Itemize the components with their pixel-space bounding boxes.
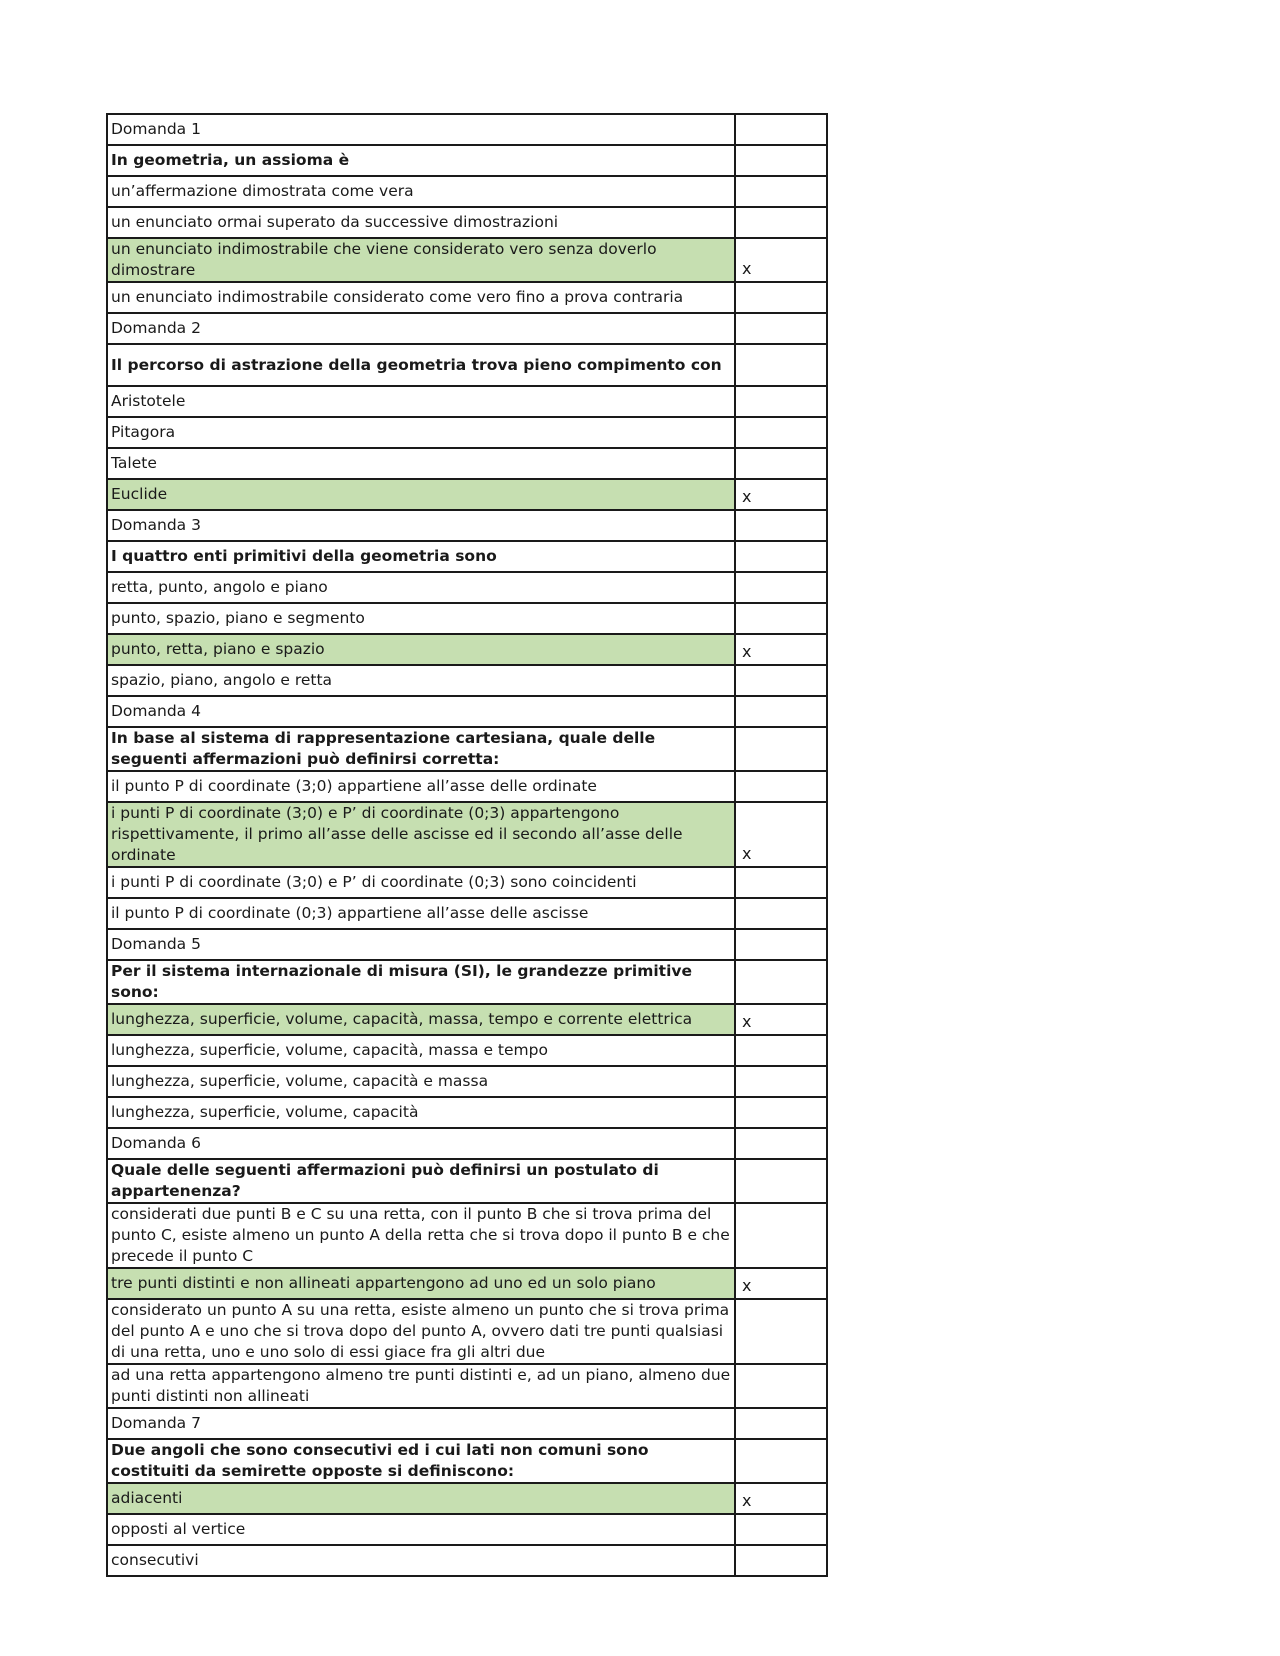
question-number: Domanda 1: [107, 114, 735, 145]
answer-mark-cell: [735, 603, 827, 634]
answer-text: un enunciato indimostrabile considerato come vero fino a prova contraria: [107, 282, 735, 313]
answer-mark-cell: x: [735, 634, 827, 665]
question-number-row: [107, 696, 827, 727]
answer-row: [107, 1545, 827, 1576]
question-number: Domanda 2: [107, 313, 735, 344]
correct-answer-row: [107, 1004, 827, 1035]
answer-row: [107, 1035, 827, 1066]
correct-answer-row: [107, 479, 827, 510]
answer-mark-cell: [735, 1299, 827, 1364]
answer-row: [107, 1066, 827, 1097]
answer-row: [107, 207, 827, 238]
answer-mark-cell: [735, 1128, 827, 1159]
question-text: Quale delle seguenti affermazioni può definirsi un postulato di appartenenza?: [107, 1159, 735, 1203]
correct-answer-row: [107, 1268, 827, 1299]
answer-text: un enunciato indimostrabile che viene considerato vero senza doverlo dimostrare: [107, 238, 735, 282]
question-number-row: [107, 313, 827, 344]
answer-row: [107, 665, 827, 696]
answer-row: [107, 1299, 827, 1364]
answer-row: [107, 417, 827, 448]
answer-text: lunghezza, superficie, volume, capacità, massa e tempo: [107, 1035, 735, 1066]
answer-text: il punto P di coordinate (3;0) appartiene all’asse delle ordinate: [107, 771, 735, 802]
answer-mark-cell: x: [735, 479, 827, 510]
answer-mark-cell: [735, 1408, 827, 1439]
answer-mark-cell: [735, 727, 827, 771]
question-number: Domanda 6: [107, 1128, 735, 1159]
answer-row: [107, 1097, 827, 1128]
answer-mark-cell: [735, 282, 827, 313]
answer-text: Pitagora: [107, 417, 735, 448]
question-number-row: [107, 114, 827, 145]
answer-row: [107, 448, 827, 479]
correct-answer-row: [107, 238, 827, 282]
answer-mark-cell: [735, 1159, 827, 1203]
answer-row: [107, 603, 827, 634]
answer-row: [107, 771, 827, 802]
answer-mark-cell: [735, 1364, 827, 1408]
answer-mark-cell: [735, 867, 827, 898]
question-text: I quattro enti primitivi della geometria sono: [107, 541, 735, 572]
answer-mark-cell: [735, 386, 827, 417]
answer-text: punto, retta, piano e spazio: [107, 634, 735, 665]
answer-row: [107, 386, 827, 417]
answer-mark-cell: x: [735, 238, 827, 282]
answer-text: lunghezza, superficie, volume, capacità: [107, 1097, 735, 1128]
answer-mark-cell: [735, 665, 827, 696]
answer-text: considerato un punto A su una retta, esiste almeno un punto che si trova prima del punto A e uno che si trova dopo del punto A, ovvero dati tre punti qualsiasi di una retta, uno e uno solo di essi giace fra gli altri due: [107, 1299, 735, 1364]
answer-mark-cell: [735, 960, 827, 1004]
answer-mark-cell: [735, 1514, 827, 1545]
answer-row: [107, 572, 827, 603]
question-number-row: [107, 510, 827, 541]
question-row: [107, 1159, 827, 1203]
answer-text: i punti P di coordinate (3;0) e P’ di coordinate (0;3) sono coincidenti: [107, 867, 735, 898]
question-row: [107, 541, 827, 572]
answer-mark-cell: [735, 448, 827, 479]
question-text: In geometria, un assioma è: [107, 145, 735, 176]
question-row: [107, 960, 827, 1004]
question-text: In base al sistema di rappresentazione cartesiana, quale delle seguenti affermazioni può definirsi corretta:: [107, 727, 735, 771]
question-row: [107, 344, 827, 386]
answer-mark-cell: [735, 145, 827, 176]
question-number: Domanda 4: [107, 696, 735, 727]
answer-mark-cell: [735, 1097, 827, 1128]
correct-answer-row: [107, 1483, 827, 1514]
question-row: [107, 145, 827, 176]
answer-row: [107, 1364, 827, 1408]
question-number-row: [107, 1408, 827, 1439]
answer-mark-cell: [735, 313, 827, 344]
answer-text: adiacenti: [107, 1483, 735, 1514]
answer-text: i punti P di coordinate (3;0) e P’ di coordinate (0;3) appartengono rispettivamente, il primo all’asse delle ascisse ed il secondo all’asse delle ordinate: [107, 802, 735, 867]
answer-text: opposti al vertice: [107, 1514, 735, 1545]
question-number: Domanda 3: [107, 510, 735, 541]
answer-mark-cell: [735, 572, 827, 603]
answer-mark-cell: [735, 510, 827, 541]
answer-text: punto, spazio, piano e segmento: [107, 603, 735, 634]
answer-text: un enunciato ormai superato da successive dimostrazioni: [107, 207, 735, 238]
correct-answer-row: [107, 634, 827, 665]
answer-mark-cell: [735, 1066, 827, 1097]
answer-text: ad una retta appartengono almeno tre punti distinti e, ad un piano, almeno due punti distinti non allineati: [107, 1364, 735, 1408]
answer-mark-cell: x: [735, 1004, 827, 1035]
answer-mark-cell: [735, 929, 827, 960]
answer-row: [107, 867, 827, 898]
answer-mark-cell: [735, 771, 827, 802]
answer-mark-cell: [735, 417, 827, 448]
answer-mark-cell: [735, 1545, 827, 1576]
answer-text: Talete: [107, 448, 735, 479]
answer-text: lunghezza, superficie, volume, capacità e massa: [107, 1066, 735, 1097]
answer-mark-cell: [735, 1035, 827, 1066]
correct-answer-row: [107, 802, 827, 867]
answer-row: [107, 898, 827, 929]
question-text: Per il sistema internazionale di misura (SI), le grandezze primitive sono:: [107, 960, 735, 1004]
answer-mark-cell: [735, 541, 827, 572]
question-number: Domanda 7: [107, 1408, 735, 1439]
answer-mark-cell: [735, 114, 827, 145]
answer-text: il punto P di coordinate (0;3) appartiene all’asse delle ascisse: [107, 898, 735, 929]
answer-row: [107, 1514, 827, 1545]
question-number-row: [107, 929, 827, 960]
answer-text: considerati due punti B e C su una retta, con il punto B che si trova prima del punto C, esiste almeno un punto A della retta che si trova dopo il punto B e che precede il punto C: [107, 1203, 735, 1268]
answer-text: spazio, piano, angolo e retta: [107, 665, 735, 696]
question-text: Due angoli che sono consecutivi ed i cui lati non comuni sono costituiti da semirette opposte si definiscono:: [107, 1439, 735, 1483]
answer-row: [107, 176, 827, 207]
answer-mark-cell: x: [735, 1483, 827, 1514]
quiz-sheet: [106, 113, 828, 1577]
answer-mark-cell: [735, 344, 827, 386]
answer-mark-cell: x: [735, 1268, 827, 1299]
answer-text: lunghezza, superficie, volume, capacità, massa, tempo e corrente elettrica: [107, 1004, 735, 1035]
quiz-body: [107, 114, 827, 1576]
answer-text: un’affermazione dimostrata come vera: [107, 176, 735, 207]
answer-mark-cell: [735, 207, 827, 238]
answer-row: [107, 1203, 827, 1268]
answer-mark-cell: [735, 176, 827, 207]
answer-mark-cell: [735, 898, 827, 929]
question-row: [107, 727, 827, 771]
answer-text: retta, punto, angolo e piano: [107, 572, 735, 603]
question-number: Domanda 5: [107, 929, 735, 960]
answer-mark-cell: [735, 1203, 827, 1268]
answer-text: tre punti distinti e non allineati appartengono ad uno ed un solo piano: [107, 1268, 735, 1299]
answer-text: Aristotele: [107, 386, 735, 417]
answer-row: [107, 282, 827, 313]
answer-mark-cell: [735, 1439, 827, 1483]
question-number-row: [107, 1128, 827, 1159]
question-text: Il percorso di astrazione della geometria trova pieno compimento con: [107, 344, 735, 386]
question-row: [107, 1439, 827, 1483]
answer-mark-cell: x: [735, 802, 827, 867]
answer-text: Euclide: [107, 479, 735, 510]
answer-mark-cell: [735, 696, 827, 727]
answer-text: consecutivi: [107, 1545, 735, 1576]
